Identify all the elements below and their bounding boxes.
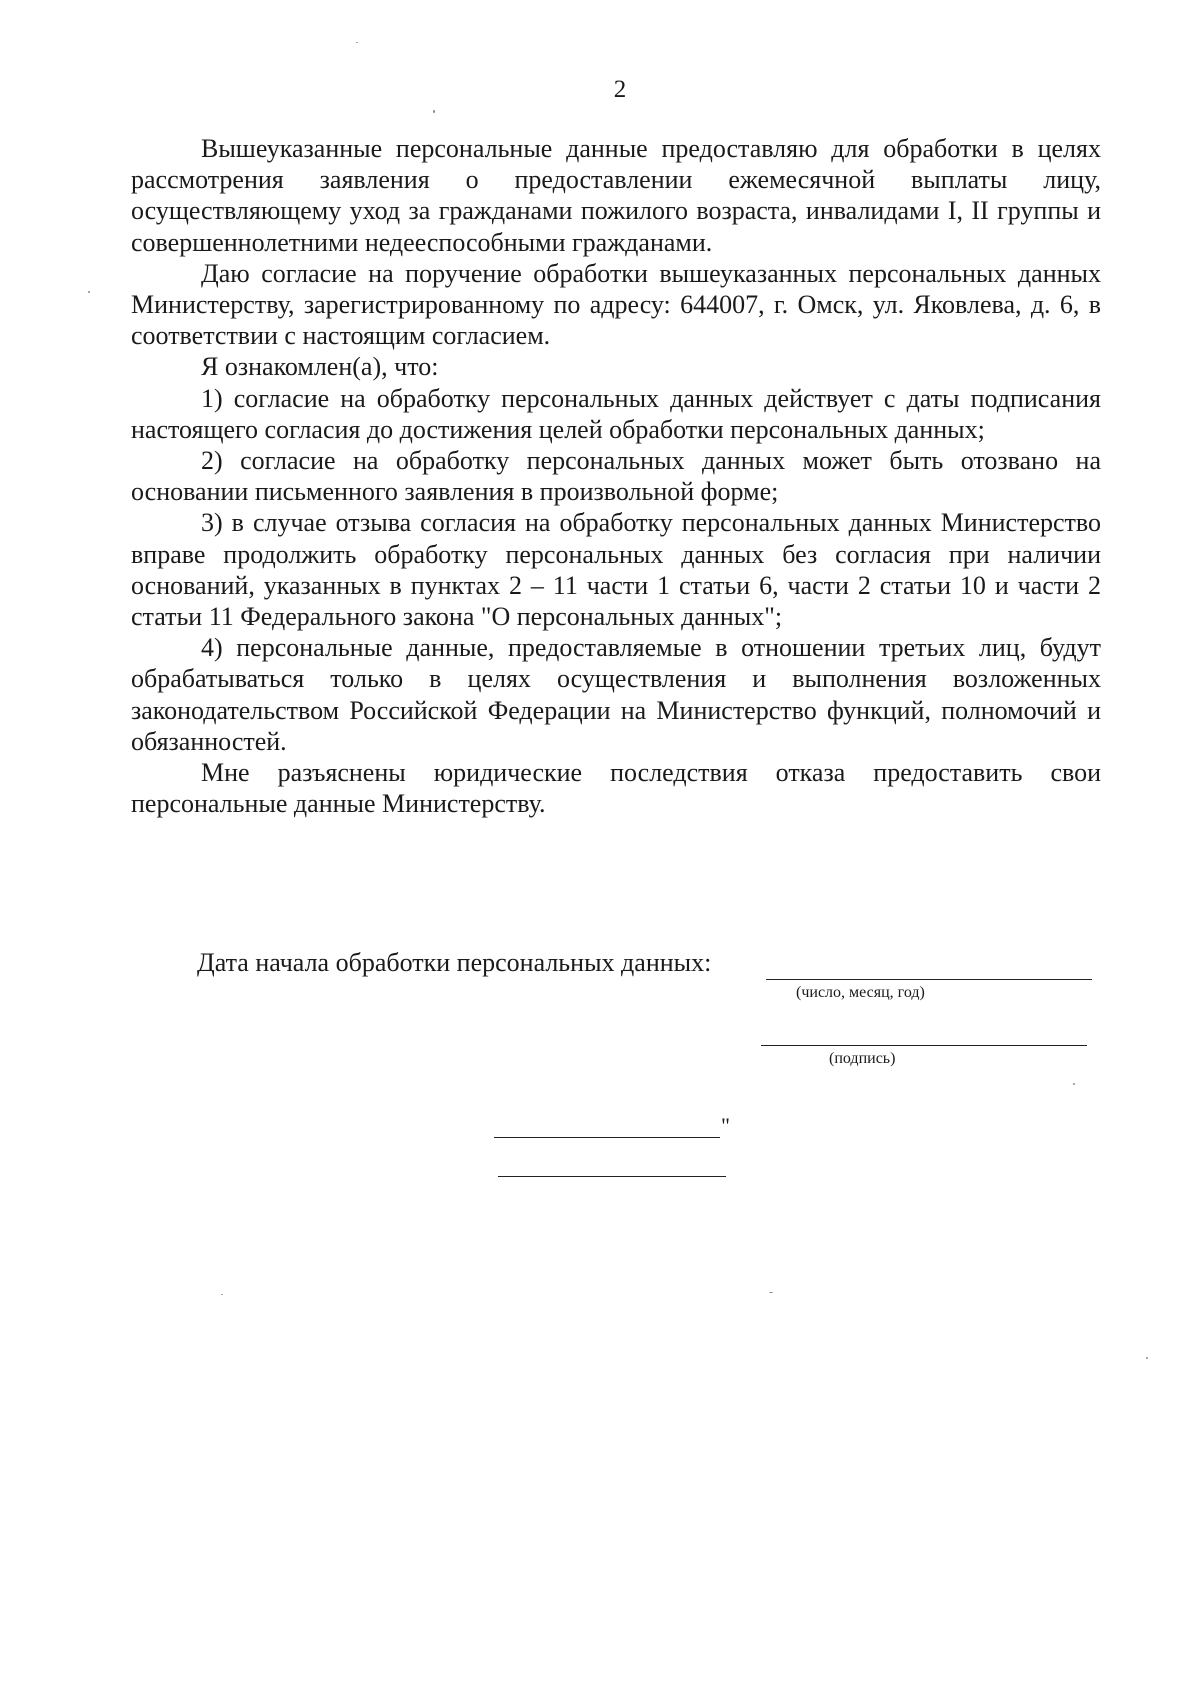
date-field-line[interactable]: [766, 979, 1092, 980]
scan-speck: [769, 1292, 773, 1293]
blank-line-lower: [498, 1176, 726, 1177]
signature-caption: (подпись): [829, 1050, 896, 1067]
consent-text: [131, 133, 1101, 819]
scan-speck: [1073, 1083, 1075, 1085]
scan-speck: [1146, 1357, 1148, 1359]
scan-speck: [221, 1294, 223, 1295]
scan-speck: [88, 291, 90, 293]
list-item-4: 4) персональные данные, предоставляемые в отношении третьих лиц, будут обрабатываться только в целях осуществления и выполнения возложенных законодательством Российской Федерации на Министерство функций, полномочий и обязанностей.: [131, 633, 1101, 756]
date-field-caption: (число, месяц, год): [796, 984, 925, 1001]
scan-speck: [433, 110, 435, 113]
closing-quote-mark: ": [721, 1113, 730, 1138]
list-item-2: 2) согласие на обработку персональных данных может быть отозвано на основании письменного заявления в произвольной форме;: [131, 446, 1101, 507]
list-item-1: 1) согласие на обработку персональных данных действует с даты подписания настоящего согласия до достижения целей обработки персональных данных;: [131, 383, 1101, 444]
paragraph-purpose: Вышеуказанные персональные данные предоставляю для обработки в целях рассмотрения заявления о предоставлении ежемесячной выплаты лицу, осуществляющему уход за гражданами пожилого возраста, инвалидами I, II группы и совершеннолетними недееспособными гражданами.: [131, 134, 1101, 257]
list-item-3: 3) в случае отзыва согласия на обработку персональных данных Министерство вправе продолжить обработку персональных данных без согласия при наличии оснований, указанных в пунктах 2 – 11 части 1 статьи 6, части 2 статьи 10 и части 2 статьи 11 Федерального закона "О персональных данных";: [131, 508, 1101, 632]
scan-speck: [356, 42, 358, 43]
blank-line-upper: [494, 1137, 720, 1138]
page-number: 2: [613, 76, 627, 103]
signature-line[interactable]: [761, 1045, 1087, 1046]
paragraph-acknowledged: Я ознакомлен(а), что:: [201, 352, 439, 382]
paragraph-ministry-consent: Даю согласие на поручение обработки вышеуказанных персональных данных Министерству, зарегистрированному по адресу: 644007, г. Омск, ул. Яковлева, д. 6, в соответствии с настоящим согласием.: [131, 258, 1101, 351]
paragraph-consequences: Мне разъяснены юридические последствия отказа предоставить свои персональные данные Министерству.: [131, 758, 1101, 819]
date-field-label: Дата начала обработки персональных данных:: [197, 948, 712, 977]
